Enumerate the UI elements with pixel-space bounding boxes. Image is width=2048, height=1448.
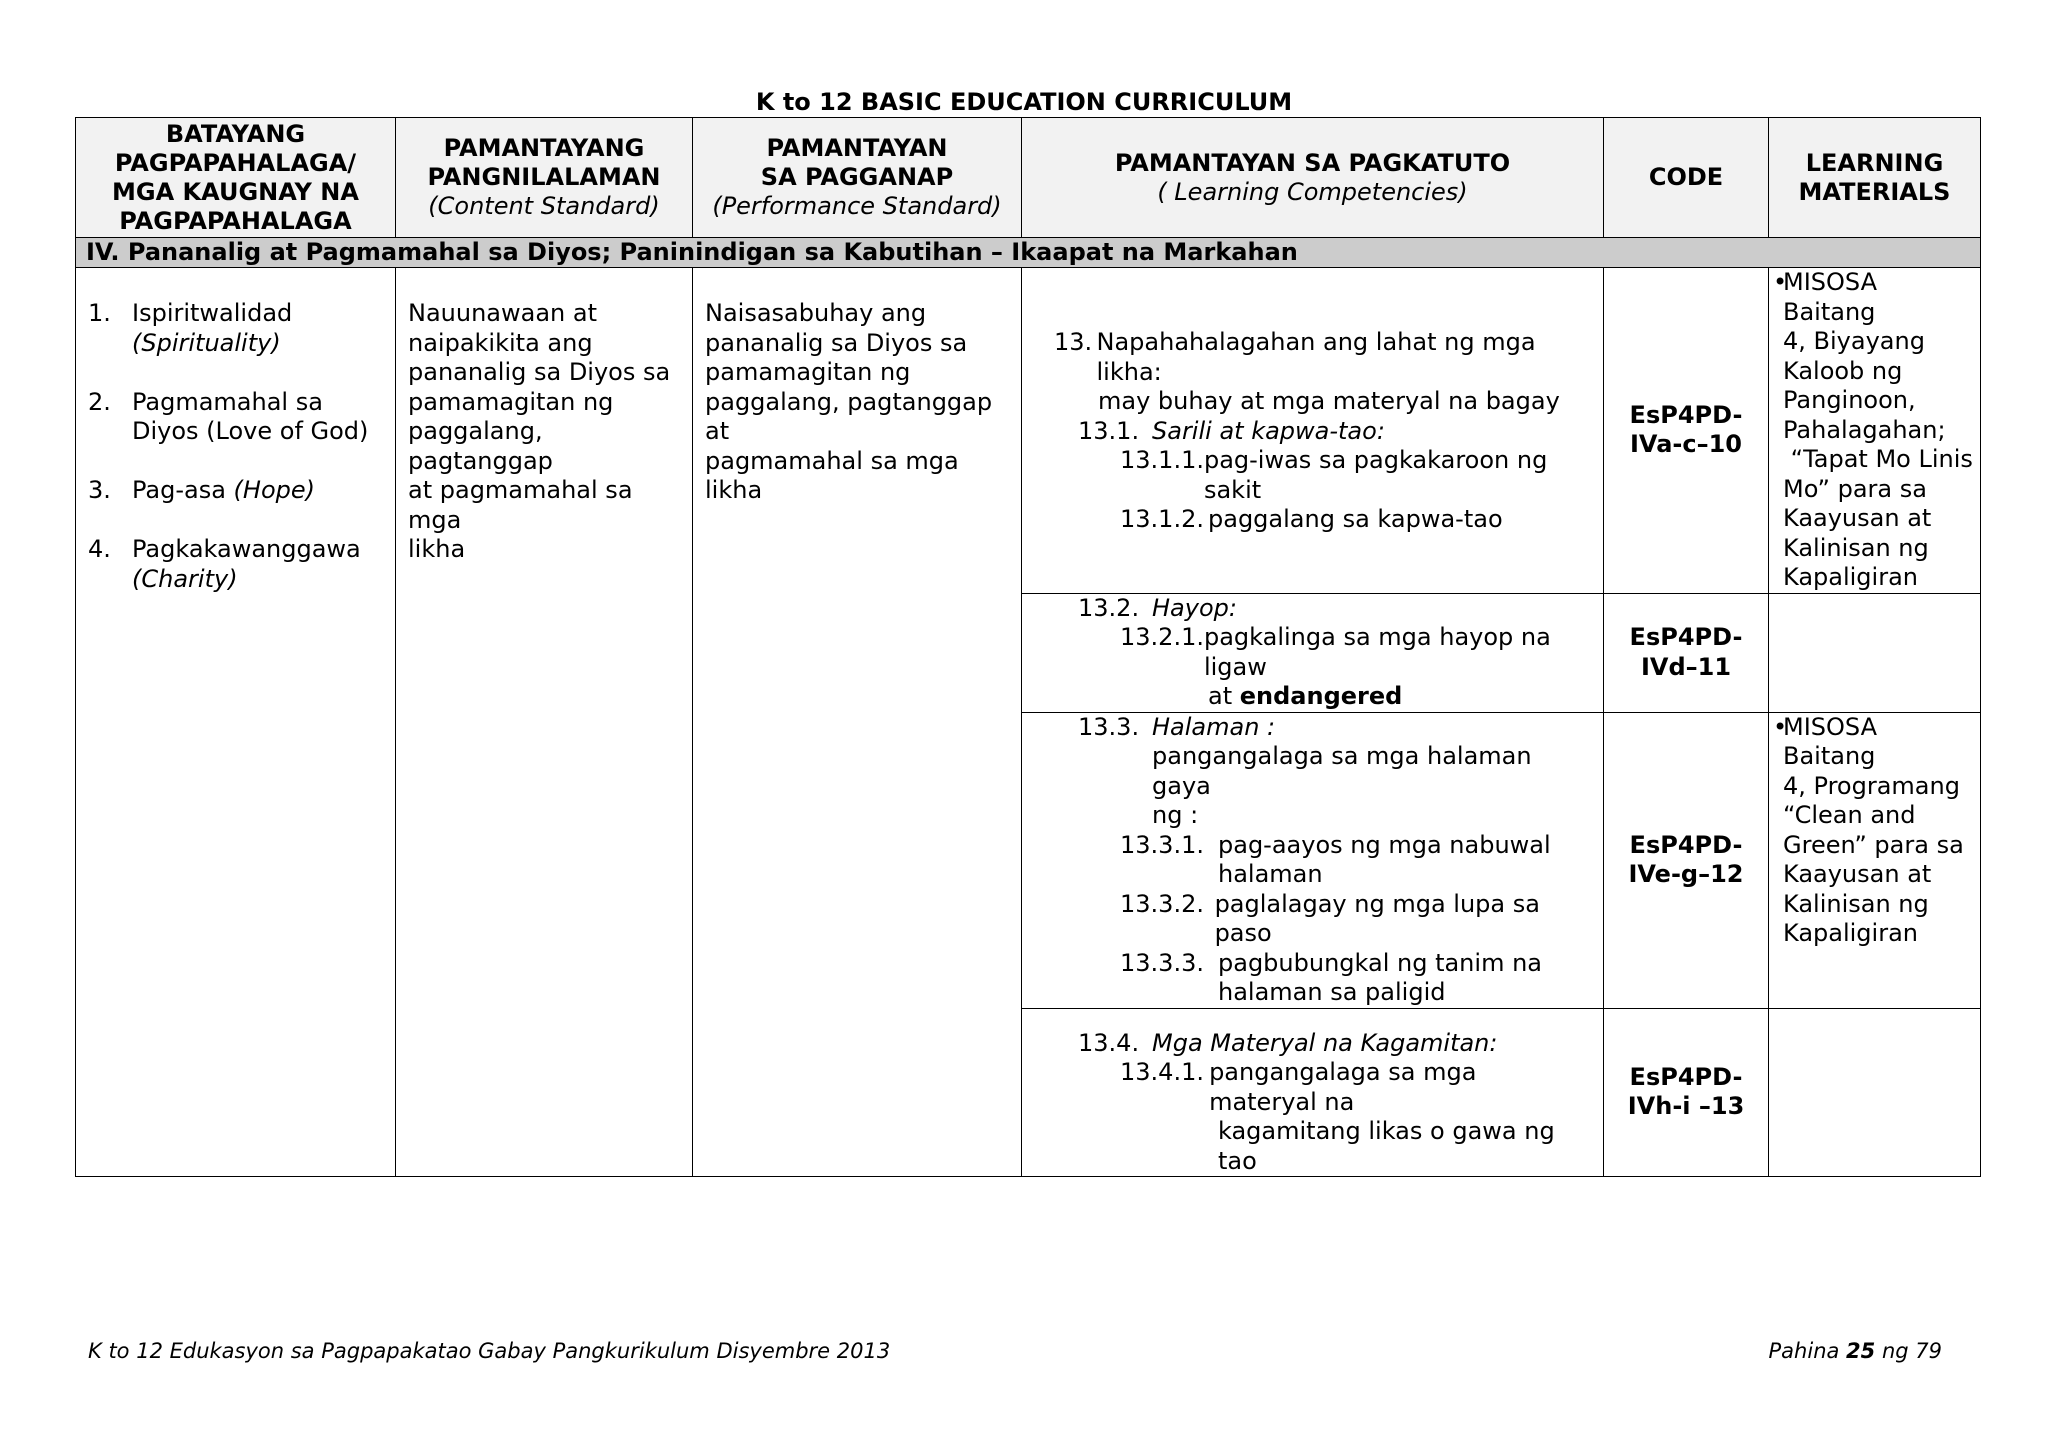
- quarter-title: IV. Pananalig at Pagmamahal sa Diyos; Paninindigan sa Kabutihan – Ikaapat na Markahan: [76, 238, 1981, 268]
- header-values: BATAYANG PAGPAPAHALAGA/ MGA KAUGNAY NA PAGPAPAHALAGA: [76, 118, 396, 238]
- document-title: K to 12 BASIC EDUCATION CURRICULUM: [755, 88, 1293, 116]
- code-cell: EsP4PD- IVa-c–10: [1604, 268, 1769, 594]
- bullet-icon: •: [1773, 268, 1788, 296]
- curriculum-table: [75, 117, 1981, 1177]
- materials-cell: [1769, 593, 1981, 712]
- list-item: 1. Ispiritwalidad (Spirituality): [88, 299, 293, 357]
- competency-cell: 13.2. Hayop: 13.2.1. pagkalinga sa mga hayop na ligaw at endangered: [1022, 593, 1604, 712]
- header-performance-standard: PAMANTAYAN SA PAGGANAP (Performance Standard): [693, 118, 1022, 238]
- header-row: [76, 118, 1981, 238]
- code-cell: EsP4PD- IVh-i –13: [1604, 1008, 1769, 1177]
- header-materials: LEARNING MATERIALS: [1769, 118, 1981, 238]
- materials-cell: • MISOSA Baitang 4, Biyayang Kaloob ng Panginoon, Pahalagahan; “Tapat Mo Linis Mo” para sa Kaayusan at Kalinisan ng Kapaligiran: [1769, 268, 1981, 594]
- values-list: [88, 299, 383, 594]
- competency-cell: 13.4. Mga Materyal na Kagamitan: 13.4.1. pangangalaga sa mga materyal na kagamitang likas o gawa ng tao: [1022, 1008, 1604, 1177]
- materials-cell: • MISOSA Baitang 4, Programang “Clean and Green” para sa Kaayusan at Kalinisan ng Kapaligiran: [1769, 712, 1981, 1008]
- competency-cell: 13. Napahahalagahan ang lahat ng mga likha: may buhay at mga materyal na bagay 13.1. Sarili at kapwa-tao: 13.1.1. pag-iwas sa pagkakaroon ng sakit 13.1.2. paggalang sa kapwa-tao: [1022, 268, 1604, 594]
- values-cell: [76, 268, 396, 1177]
- code-cell: EsP4PD- IVe-g–12: [1604, 712, 1769, 1008]
- table-row: [76, 268, 1981, 594]
- performance-standard-cell: Naisasabuhay ang pananalig sa Diyos sa pamamagitan ng paggalang, pagtanggap at pagmamahal sa mga likha: [693, 268, 1022, 1177]
- competency-cell: 13.3. Halaman : pangangalaga sa mga halaman gaya ng : 13.3.1. pag-aayos ng mga nabuwal halaman 13.3.2. paglalagay ng mga lupa sa paso 13.3.3. pagbubungkal ng tanim na halaman sa paligid: [1022, 712, 1604, 1008]
- list-item: 4. Pagkakawanggawa (Charity): [88, 535, 361, 593]
- list-item: 3. Pag-asa (Hope): [88, 476, 316, 504]
- header-code: CODE: [1604, 118, 1769, 238]
- code-cell: EsP4PD- IVd–11: [1604, 593, 1769, 712]
- footer-document-name: K to 12 Edukasyon sa Pagpapakatao Gabay Pangkurikulum Disyembre 2013: [88, 1339, 891, 1363]
- content-standard-cell: Nauunawaan at naipakikita ang pananalig sa Diyos sa pamamagitan ng paggalang, pagtanggap at pagmamahal sa mga likha: [396, 268, 693, 1177]
- header-competencies: PAMANTAYAN SA PAGKATUTO ( Learning Competencies): [1022, 118, 1604, 238]
- list-item: 2. Pagmamahal sa Diyos (Love of God): [88, 387, 369, 445]
- quarter-row: [76, 238, 1981, 268]
- header-content-standard: PAMANTAYANG PANGNILALAMAN (Content Standard): [396, 118, 693, 238]
- footer-page-number: Pahina 25 ng 79: [1768, 1339, 1942, 1363]
- materials-cell: [1769, 1008, 1981, 1177]
- bullet-icon: •: [1773, 712, 1788, 741]
